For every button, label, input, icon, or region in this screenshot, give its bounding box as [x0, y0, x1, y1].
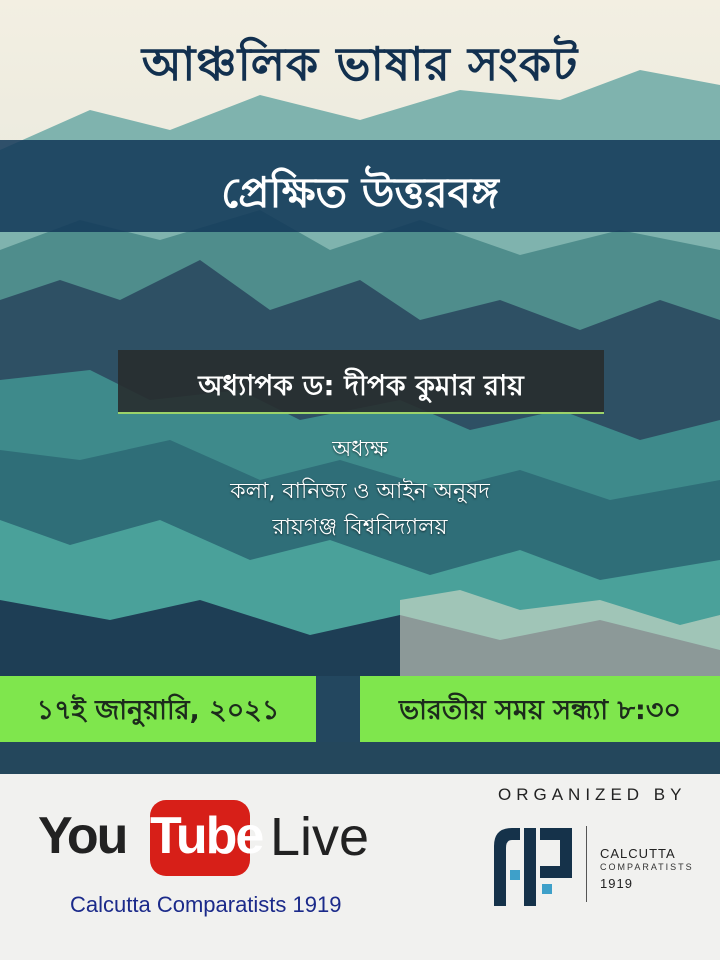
live-label: Live: [270, 807, 370, 867]
poster-title: আঞ্চলিক ভাষার সংকট: [141, 37, 579, 91]
organized-by-label: ORGANIZED BY: [498, 785, 687, 804]
speaker-role-title: অধ্যক্ষ: [332, 437, 388, 462]
youtube-logo-tube: Tube: [150, 807, 263, 865]
speaker-faculty: কলা, বানিজ্য ও আইন অনুষদ: [230, 479, 490, 504]
event-date: ১৭ই জানুয়ারি, ২০২১: [36, 695, 280, 726]
channel-name: Calcutta Comparatists 1919: [70, 892, 342, 917]
event-time: ভারতীয় সময় সন্ধ্যা ৮:৩০: [399, 695, 681, 726]
org-year: 1919: [600, 876, 633, 891]
speaker-university: রায়গঞ্জ বিশ্ববিদ্যালয়: [272, 515, 448, 540]
poster-subtitle: প্রেক্ষিত উত্তরবঙ্গ: [221, 168, 499, 217]
logo-divider: [586, 826, 587, 902]
date-divider: [316, 676, 360, 742]
calcutta-comparatists-logo-icon: [490, 818, 576, 914]
speaker-name: অধ্যাপক ড: দীপক কুমার রায়: [198, 369, 524, 402]
org-subname: COMPARATISTS: [600, 862, 694, 872]
youtube-logo-you: You: [38, 807, 127, 865]
org-name: CALCUTTA: [600, 846, 676, 861]
